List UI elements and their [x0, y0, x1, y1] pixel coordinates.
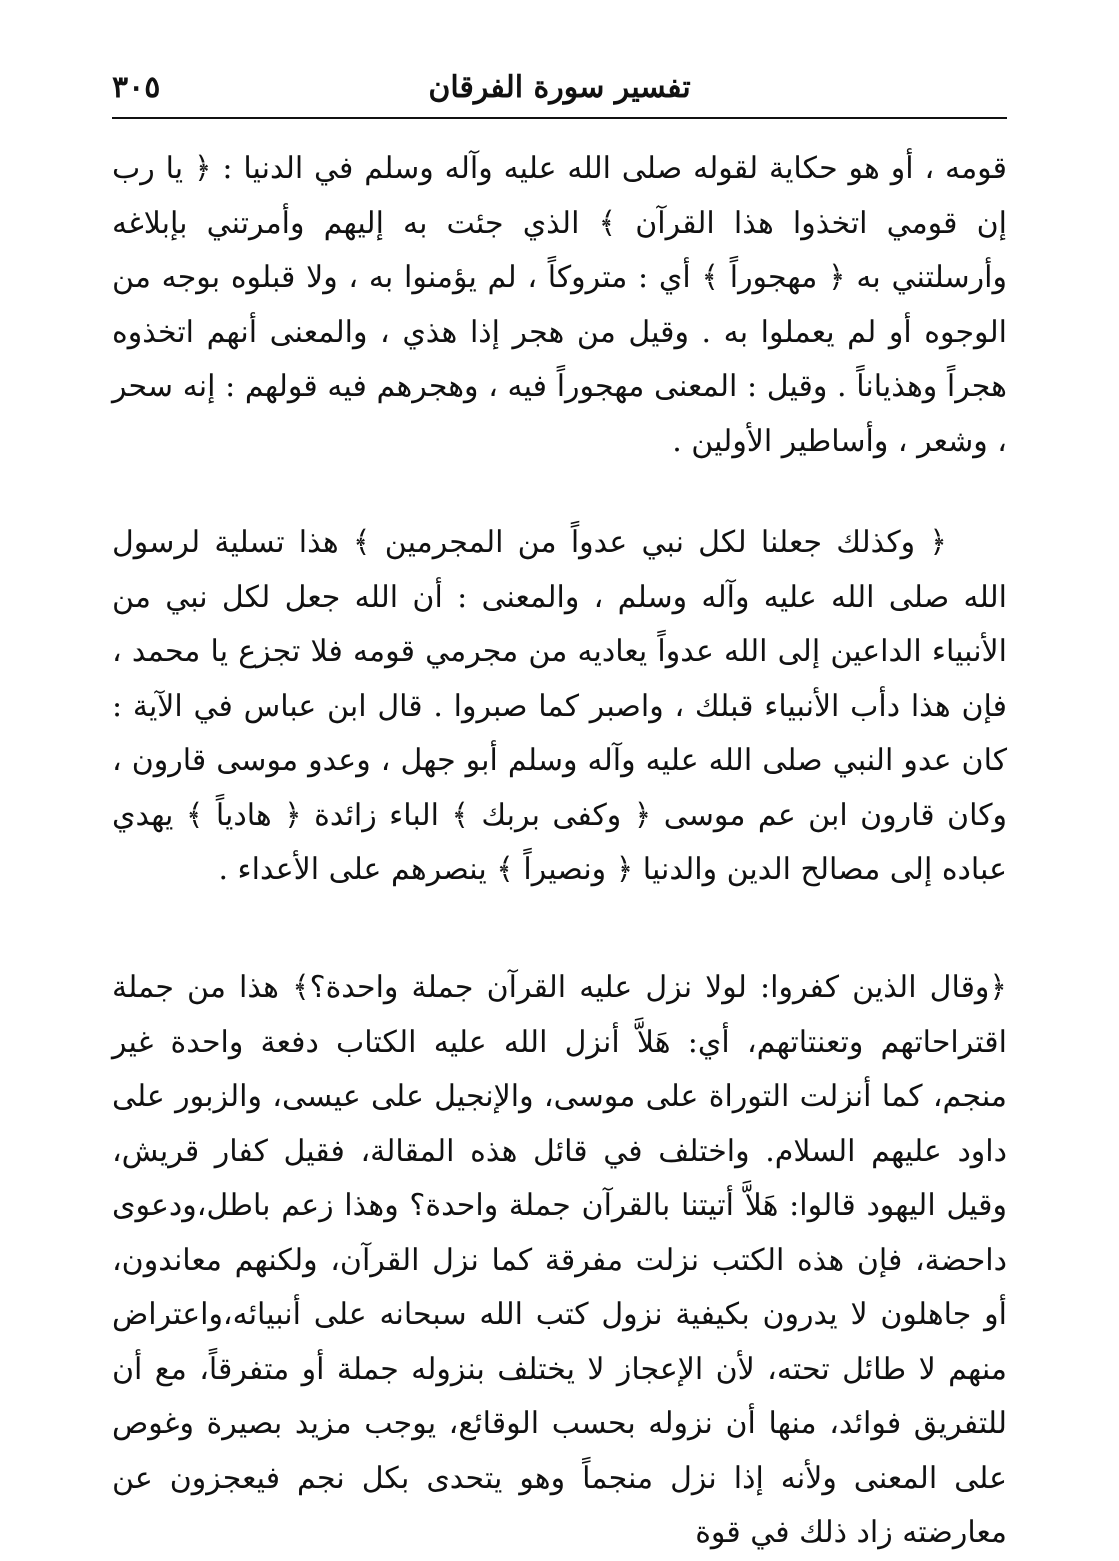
page-number: ٣٠٥	[112, 70, 161, 105]
body-paragraph-2: ﴿ وكذلك جعلنا لكل نبي عدواً من المجرمين ﴾ هذا تسلية لرسول الله صلى الله عليه وآله وسلم ، والمعنى : أن الله جعل لكل نبي من الأنبياء الداعين إلى الله عدواً يعاديه من مجرمي قومه فلا تجزع يا محمد ، فإن هذا دأب الأنبياء قبلك ، واصبر كما صبروا . قال ابن عباس في الآية : كان عدو النبي صلى الله عليه وآله وسلم أبو جهل ، وعدو موسى قارون ، وكان قارون ابن عم موسى ﴿ وكفى بربك ﴾ الباء زائدة ﴿ هادياً ﴾ يهدي عباده إلى مصالح الدين والدنيا ﴿ ونصيراً ﴾ ينصرهم على الأعداء .	[112, 525, 1008, 887]
running-title: تفسير سورة الفرقان	[428, 70, 691, 105]
header-rule	[112, 117, 1007, 119]
body-paragraph-1: قومه ، أو هو حكاية لقوله صلى الله عليه وآله وسلم في الدنيا : ﴿ يا رب إن قومي اتخذوا هذا القرآن ﴾ الذي جئت به إليهم وأمرتني بإبلاغه وأرسلتني به ﴿ مهجوراً ﴾ أي : متروكاً ، لم يؤمنوا به ، ولا قبلوه بوجه من الوجوه أو لم يعملوا به . وقيل من هجر إذا هذي ، والمعنى أنهم اتخذوه هجراً وهذياناً . وقيل : المعنى مهجوراً فيه ، وهجرهم فيه قولهم : إنه سحر ، وشعر ، وأساطير الأولين .	[112, 151, 1007, 459]
body-paragraph-3: ﴿وقال الذين كفروا: لولا نزل عليه القرآن جملة واحدة؟﴾ هذا من جملة اقتراحاتهم وتعنتاتهم، أي: هَلاَّ أنزل الله عليه الكتاب دفعة واحدة غير منجم، كما أنزلت التوراة على موسى، والإنجيل على عيسى، والزبور على داود عليهم السلام. واختلف في قائل هذه المقالة، فقيل كفار قريش، وقيل اليهود قالوا: هَلاَّ أتيتنا بالقرآن جملة واحدة؟ وهذا زعم باطل،ودعوى داحضة، فإن هذه الكتب نزلت مفرقة كما نزل القرآن، ولكنهم معاندون، أو جاهلون لا يدرون بكيفية نزول كتب الله سبحانه على أنبيائه،واعتراض منهم لا طائل تحته، لأن الإعجاز لا يختلف بنزوله جملة أو متفرقاً، مع أن للتفريق فوائد، منها أن نزوله بحسب الوقائع، يوجب مزيد بصيرة وغوص على المعنى ولأنه إذا نزل منجماً وهو يتحدى بكل نجم فيعجزون عن معارضته زاد ذلك في قوة	[112, 970, 1007, 1550]
page-header	[112, 68, 1007, 114]
